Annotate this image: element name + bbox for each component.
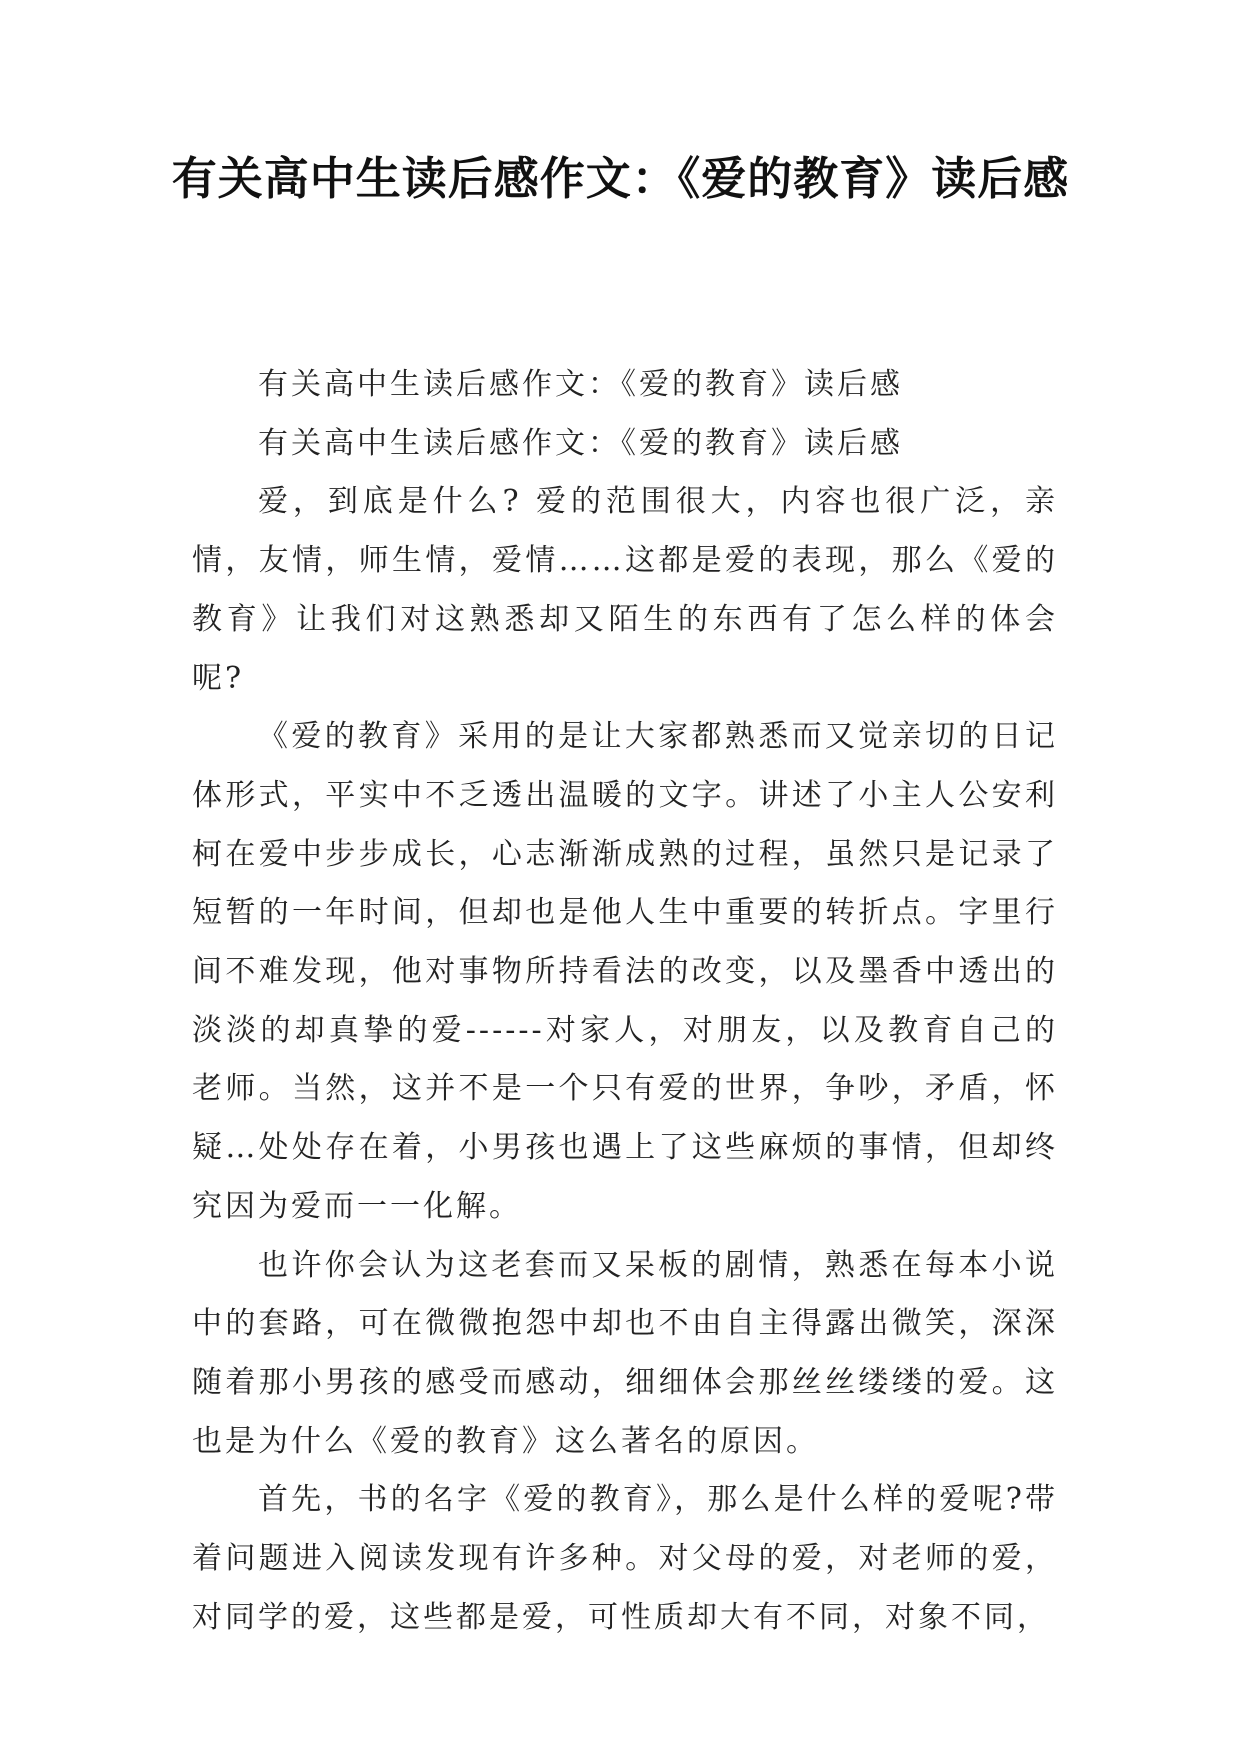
paragraph: 首先，书的名字《爱的教育》，那么是什么样的爱呢?带着问题进入阅读发现有许多种。对父母的爱，对老师的爱，对同学的爱，这些都是爱，可性质却大有不同，对象不同， bbox=[192, 1482, 1058, 1635]
document-body bbox=[192, 356, 1058, 1647]
paragraph: 有关高中生读后感作文：《爱的教育》读后感 bbox=[258, 425, 903, 461]
paragraph: 也许你会认为这老套而又呆板的剧情，熟悉在每本小说中的套路，可在微微抱怨中却也不由自主得露出微笑，深深随着那小男孩的感受而感动，细细体会那丝丝缕缕的爱。这也是为什么《爱的教育》这么著名的原因。 bbox=[192, 1247, 1058, 1459]
paragraph: 有关高中生读后感作文：《爱的教育》读后感 bbox=[258, 367, 903, 402]
paragraph: 《爱的教育》采用的是让大家都熟悉而又觉亲切的日记体形式，平实中不乏透出温暖的文字。讲述了小主人公安利柯在爱中步步成长，心志渐渐成熟的过程，虽然只是记录了短暂的一年时间，但却也是他人生中重要的转折点。字里行间不难发现，他对事物所持看法的改变，以及墨香中透出的淡淡的却真挚的爱------对家人，对朋友，以及教育自己的老师。当然，这并不是一个只有爱的世界，争吵，矛盾，怀疑…处处存在着，小男孩也遇上了这些麻烦的事情，但却终究因为爱而一一化解。 bbox=[192, 719, 1058, 1224]
document-title: 有关高中生读后感作文：《爱的教育》读后感 bbox=[171, 152, 1070, 205]
paragraph: 爱，到底是什么? 爱的范围很大，内容也很广泛，亲情，友情，师生情，爱情……这都是爱的表现，那么《爱的教育》让我们对这熟悉却又陌生的东西有了怎么样的体会呢? bbox=[192, 484, 1058, 696]
